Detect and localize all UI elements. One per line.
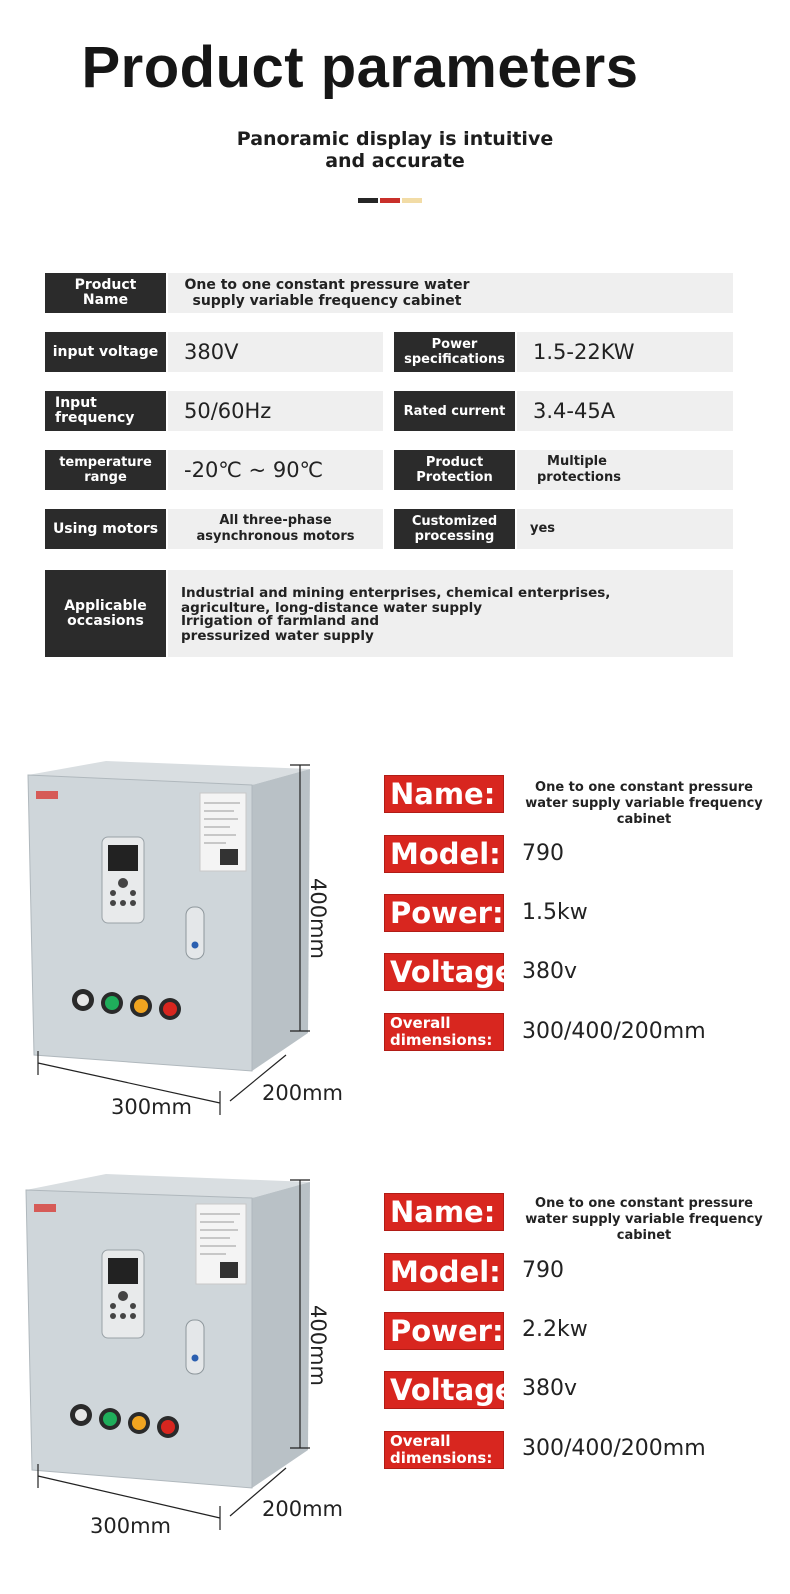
- spec-value-power: 1.5-22KW: [517, 332, 733, 372]
- tag-model-1: Model:: [384, 835, 504, 873]
- door-handle: [186, 907, 204, 959]
- occasions-line-2: agriculture, long-distance water supply: [181, 600, 483, 616]
- spec-label-product-name: Product Name: [45, 273, 166, 313]
- tag-power-1: Power:: [384, 894, 504, 932]
- spec-label-occasions: [45, 570, 166, 657]
- tag-dimensions-2: Overall dimensions:: [384, 1431, 504, 1469]
- spec-value-protection: [517, 450, 733, 490]
- logo-mark: [34, 1204, 56, 1212]
- tag-voltage-1: Voltage:: [384, 953, 504, 991]
- spec-label-power: Power specifications: [394, 332, 515, 372]
- width-dim-label-2: 300mm: [90, 1514, 171, 1538]
- depth-dim-label-1: 200mm: [262, 1081, 343, 1105]
- value-model-2: 790: [522, 1258, 564, 1283]
- value-model-1: 790: [522, 841, 564, 866]
- inverter-display: [108, 845, 138, 871]
- value-dimensions-1: 300/400/200mm: [522, 1019, 706, 1044]
- value-name-1: One to one constant pressure water supply variable frequency cabinet: [525, 780, 763, 827]
- inverter-display: [108, 1258, 138, 1284]
- page-title: Product parameters: [81, 35, 639, 100]
- value-voltage-1: 380v: [522, 959, 578, 984]
- dash-beige: [402, 198, 422, 203]
- spec-label-input-voltage: input voltage: [45, 332, 166, 372]
- spec-label-rated-current: Rated current: [394, 391, 515, 431]
- door-handle: [186, 1320, 204, 1374]
- tag-model-2: Model:: [384, 1253, 504, 1291]
- qr-code: [220, 849, 238, 865]
- value-dimensions-2: 300/400/200mm: [522, 1436, 706, 1461]
- spec-value-input-frequency: 50/60Hz: [168, 391, 383, 431]
- spec-label-temperature: temperature range: [45, 450, 166, 490]
- tag-name-1: Name:: [384, 775, 504, 813]
- value-power-2: 2.2kw: [522, 1317, 588, 1342]
- tag-name-2: Name:: [384, 1193, 504, 1231]
- spec-label-input-frequency: Input frequency: [45, 391, 166, 431]
- value-power-1: 1.5kw: [522, 900, 588, 925]
- cabinet-side: [252, 769, 310, 1071]
- spec-value-input-voltage: 380V: [168, 332, 383, 372]
- value-name-2: One to one constant pressure water supply variable frequency cabinet: [525, 1196, 763, 1243]
- tag-voltage-2: Voltage:: [384, 1371, 504, 1409]
- spec-value-occasions: [168, 570, 733, 657]
- spec-value-customized: yes: [517, 509, 733, 549]
- value-voltage-2: 380v: [522, 1376, 578, 1401]
- occasions-line-1: Industrial and mining enterprises, chemical enterprises,: [181, 585, 611, 601]
- qr-code: [220, 1262, 238, 1278]
- occasions-label-text: Applicable occasions: [64, 597, 147, 629]
- spec-value-rated-current: 3.4-45A: [517, 391, 733, 431]
- height-dim-label-2: 400mm: [306, 1305, 330, 1386]
- spec-value-product-name: [168, 273, 733, 313]
- protection-text: Multiple protections: [537, 454, 621, 485]
- occasions-line-3: Irrigation of farmland and: [181, 613, 380, 629]
- occasions-line-4: pressurized water supply: [181, 628, 374, 644]
- width-dim-label-1: 300mm: [111, 1095, 192, 1119]
- spec-label-motors: Using motors: [45, 509, 166, 549]
- dash-red: [380, 198, 400, 203]
- motors-text: All three-phase asynchronous motors: [196, 513, 355, 544]
- logo-mark: [36, 791, 58, 799]
- spec-value-motors: [168, 509, 383, 549]
- height-dim-label-1: 400mm: [306, 878, 330, 959]
- cabinet-side: [252, 1182, 310, 1488]
- tag-power-2: Power:: [384, 1312, 504, 1350]
- product-name-text: One to one constant pressure water supply variable frequency cabinet: [184, 277, 470, 309]
- depth-dim-label-2: 200mm: [262, 1497, 343, 1521]
- spec-label-customized: Customized processing: [394, 509, 515, 549]
- page-subtitle: Panoramic display is intuitive and accurate: [236, 128, 554, 172]
- spec-label-protection: Product Protection: [394, 450, 515, 490]
- tag-dimensions-1: Overall dimensions:: [384, 1013, 504, 1051]
- dash-dark: [358, 198, 378, 203]
- spec-value-temperature: -20℃ ~ 90℃: [168, 450, 383, 490]
